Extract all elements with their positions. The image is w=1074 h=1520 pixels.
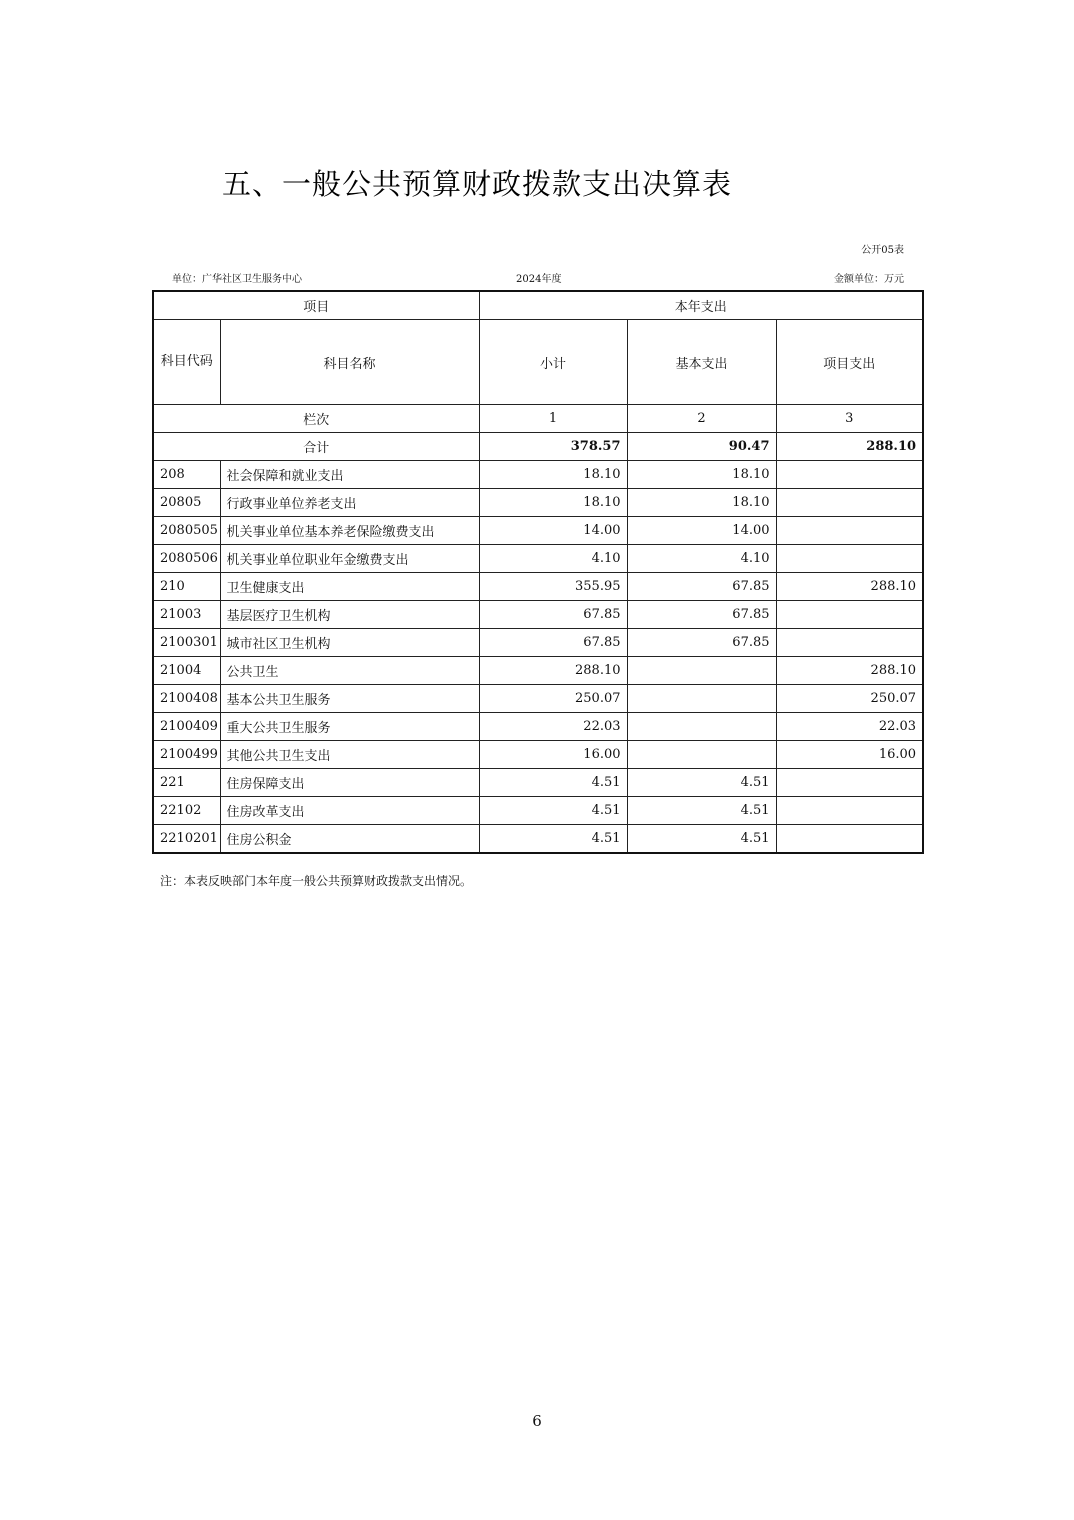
row-project [776,825,923,854]
table-row [153,517,923,545]
table-row [153,713,923,741]
row-project [776,601,923,629]
row-subtotal: 250.07 [479,685,627,713]
row-name: 重大公共卫生服务 [220,713,479,741]
row-project [776,629,923,657]
row-subtotal: 16.00 [479,741,627,769]
row-basic: 18.10 [627,461,776,489]
row-name: 公共卫生 [220,657,479,685]
row-subtotal: 288.10 [479,657,627,685]
row-subtotal: 18.10 [479,489,627,517]
table-row [153,825,923,854]
row-basic: 4.51 [627,769,776,797]
row-name: 住房保障支出 [220,769,479,797]
row-name: 社会保障和就业支出 [220,461,479,489]
row-name: 行政事业单位养老支出 [220,489,479,517]
row-code: 2080506 [153,545,220,573]
table-row [153,489,923,517]
row-project [776,461,923,489]
row-code: 2210201 [153,825,220,854]
page-number: 6 [532,1412,542,1430]
table-row [153,545,923,573]
table-row [153,573,923,601]
row-project [776,797,923,825]
row-project [776,489,923,517]
table-row [153,657,923,685]
row-code: 221 [153,769,220,797]
row-code: 22102 [153,797,220,825]
header-basic: 基本支出 [627,320,776,405]
table-row [153,797,923,825]
row-project [776,517,923,545]
table-note: 注：本表反映部门本年度一般公共预算财政拨款支出情况。 [160,874,473,888]
table-row [153,629,923,657]
header-current-expense: 本年支出 [479,291,923,320]
row-subtotal: 67.85 [479,629,627,657]
table-row [153,769,923,797]
row-subtotal: 4.51 [479,825,627,854]
header-row-2 [153,320,923,405]
row-basic: 67.85 [627,573,776,601]
row-project: 250.07 [776,685,923,713]
header-project-expense: 项目支出 [776,320,923,405]
row-basic: 4.10 [627,545,776,573]
header-project: 项目 [153,291,479,320]
total-subtotal: 378.57 [479,433,627,461]
row-subtotal: 4.51 [479,769,627,797]
column-number-label: 栏次 [153,405,479,433]
row-basic [627,741,776,769]
row-project: 16.00 [776,741,923,769]
unit-label: 单位：广华社区卫生服务中心 [172,274,302,285]
row-name: 住房改革支出 [220,797,479,825]
row-basic: 67.85 [627,629,776,657]
row-subtotal: 67.85 [479,601,627,629]
table-row [153,685,923,713]
total-label: 合计 [153,433,479,461]
row-code: 21004 [153,657,220,685]
row-subtotal: 4.10 [479,545,627,573]
row-name: 机关事业单位职业年金缴费支出 [220,545,479,573]
column-number-row [153,405,923,433]
row-name: 卫生健康支出 [220,573,479,601]
row-name: 城市社区卫生机构 [220,629,479,657]
row-project: 22.03 [776,713,923,741]
row-basic: 14.00 [627,517,776,545]
header-row-1 [153,291,923,320]
header-code: 科目代码 [153,320,220,405]
header-name: 科目名称 [220,320,479,405]
row-code: 210 [153,573,220,601]
column-number-1: 1 [479,405,627,433]
row-basic [627,685,776,713]
row-code: 208 [153,461,220,489]
table-row [153,601,923,629]
row-subtotal: 4.51 [479,797,627,825]
row-basic: 4.51 [627,797,776,825]
year-label: 2024年度 [516,274,562,285]
row-name: 基本公共卫生服务 [220,685,479,713]
money-unit-label: 金额单位：万元 [834,274,904,285]
row-basic: 18.10 [627,489,776,517]
total-basic: 90.47 [627,433,776,461]
column-number-3: 3 [776,405,923,433]
row-subtotal: 14.00 [479,517,627,545]
expenditure-table [152,290,924,854]
header-subtotal: 小计 [479,320,627,405]
row-basic: 67.85 [627,601,776,629]
column-number-2: 2 [627,405,776,433]
row-project: 288.10 [776,657,923,685]
row-basic: 4.51 [627,825,776,854]
row-basic [627,713,776,741]
row-subtotal: 22.03 [479,713,627,741]
row-code: 2080505 [153,517,220,545]
page-title: 五、一般公共预算财政拨款支出决算表 [222,167,733,201]
table-row [153,741,923,769]
row-project [776,769,923,797]
row-name: 机关事业单位基本养老保险缴费支出 [220,517,479,545]
row-code: 2100408 [153,685,220,713]
row-code: 2100301 [153,629,220,657]
row-code: 20805 [153,489,220,517]
form-number: 公开05表 [861,245,904,256]
total-row [153,433,923,461]
row-subtotal: 18.10 [479,461,627,489]
row-project: 288.10 [776,573,923,601]
row-project [776,545,923,573]
row-name: 其他公共卫生支出 [220,741,479,769]
row-code: 2100499 [153,741,220,769]
row-name: 住房公积金 [220,825,479,854]
row-code: 21003 [153,601,220,629]
row-code: 2100409 [153,713,220,741]
total-project: 288.10 [776,433,923,461]
row-name: 基层医疗卫生机构 [220,601,479,629]
row-basic [627,657,776,685]
row-subtotal: 355.95 [479,573,627,601]
table-row [153,461,923,489]
